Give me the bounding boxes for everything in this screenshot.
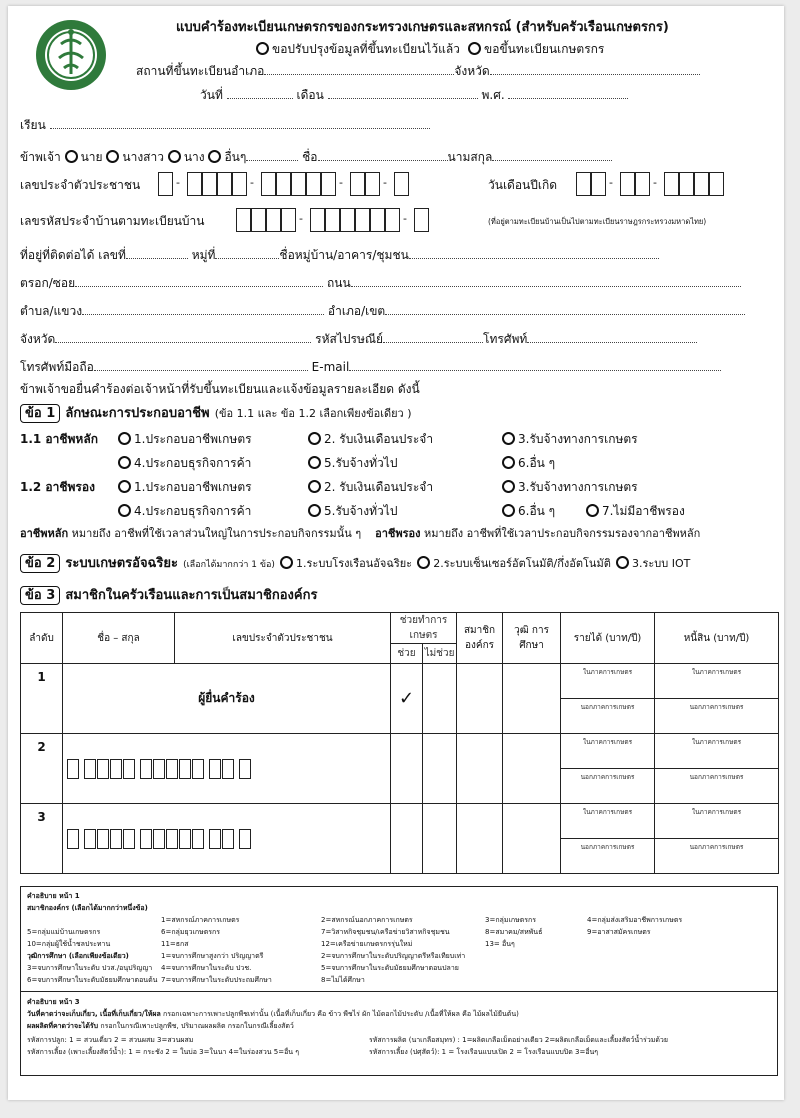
id-digit-box[interactable] xyxy=(67,759,79,779)
occupation-option[interactable] xyxy=(118,502,251,521)
col-help: ช่วยทำการเกษตร xyxy=(391,613,457,644)
mobile-field[interactable] xyxy=(94,359,308,371)
id-digit-box[interactable] xyxy=(179,759,191,779)
org-item: 3=กลุ่มเกษตรกร xyxy=(485,916,537,924)
radio-icon[interactable] xyxy=(208,150,221,163)
org-label: สมาชิกองค์กร (เลือกได้มากกว่าหนึ่งข้อ) xyxy=(27,904,148,912)
id-digit-box[interactable] xyxy=(217,172,232,196)
main-occupation-label: 1.1 อาชีพหลัก xyxy=(20,432,98,446)
help-yes-cell[interactable]: ✓ xyxy=(391,664,423,734)
id-digit-box[interactable] xyxy=(350,172,365,196)
house-digit-box[interactable] xyxy=(251,208,266,232)
occupation-option-label: 1.ประกอบอาชีพเกษตร xyxy=(134,432,252,446)
radio-icon[interactable] xyxy=(65,150,78,163)
separator: - xyxy=(383,176,387,189)
livestock-code: รหัสการเลี้ยง (ปศุสัตว์): 1 = โรงเรือนแบบเปิด 2 = โรงเรือนแบบปิด 3=อื่นๆ xyxy=(369,1048,599,1056)
legend-title-3: คำอธิบาย หน้า 3 xyxy=(27,998,80,1006)
section1-heading: ข้อ 1 ลักษณะการประกอบอาชีพ (ข้อ 1.1 และ ข้อ 1.2 เลือกเพียงข้อเดียว ) xyxy=(20,402,412,423)
to-line: เรียน xyxy=(20,116,430,135)
id-digit-box[interactable] xyxy=(222,759,234,779)
smart-option-2[interactable]: 2.ระบบเซ็นเซอร์อัตโนมัติ/กึ่งอัตโนมัติ xyxy=(417,557,611,570)
occupation-option-label: 2. รับเงินเดือนประจำ xyxy=(324,480,434,494)
house-digit-box[interactable] xyxy=(281,208,296,232)
phone-field[interactable] xyxy=(527,331,697,343)
occupation-option-label: 6.อื่น ๆ xyxy=(518,456,556,470)
id-digit-box[interactable] xyxy=(202,172,217,196)
radio-icon[interactable] xyxy=(106,150,119,163)
occupation-option[interactable] xyxy=(502,478,638,497)
id-digit-box[interactable] xyxy=(261,172,276,196)
id-digit-box[interactable] xyxy=(239,759,251,779)
occupation-option[interactable] xyxy=(586,502,685,521)
help-no-cell[interactable] xyxy=(423,804,457,874)
first-name-field[interactable] xyxy=(318,149,448,161)
date-line: วันที่ เดือน พ.ศ. xyxy=(200,86,628,105)
separator: - xyxy=(299,212,303,225)
house-digit-box[interactable] xyxy=(266,208,281,232)
member-cell[interactable] xyxy=(457,664,503,734)
org-item: 12=เครือข่ายเกษตรกรรุ่นใหม่ xyxy=(321,940,413,948)
id-digit-box[interactable] xyxy=(192,759,204,779)
occupation-option-label: 5.รับจ้างทั่วไป xyxy=(324,456,398,470)
income-cell[interactable]: ในภาคการเกษตร xyxy=(561,804,655,839)
edu-label: วุฒิการศึกษา (เลือกเพียงข้อเดียว) xyxy=(27,952,129,960)
year-field[interactable] xyxy=(508,87,628,99)
help-yes-cell[interactable] xyxy=(391,734,423,804)
legend-box xyxy=(20,886,778,1076)
radio-icon[interactable] xyxy=(308,456,321,469)
debt-cell[interactable]: นอกภาคการเกษตร xyxy=(655,839,779,874)
radio-icon[interactable] xyxy=(168,150,181,163)
id-digit-box[interactable] xyxy=(187,172,202,196)
education-cell[interactable] xyxy=(503,664,561,734)
occupation-option[interactable] xyxy=(308,478,433,497)
id-digit-box[interactable] xyxy=(192,829,204,849)
plant-code: รหัสการปลูก: 1 = สวนเดี่ยว 2 = สวนผสม 3=สวนผสม xyxy=(27,1036,194,1044)
province-line: จังหวัด รหัสไปรษณีย์ โทรศัพท์ xyxy=(20,330,697,349)
col-education: วุฒิ การศึกษา xyxy=(503,613,561,664)
mobile-line: โทรศัพท์มือถือ E-mail xyxy=(20,358,721,377)
id-digit-box[interactable] xyxy=(140,829,152,849)
separator: - xyxy=(339,176,343,189)
radio-icon[interactable] xyxy=(280,556,293,569)
edu-item: 5=จบการศึกษาในระดับมัธยมศึกษาตอนปลาย xyxy=(321,964,459,972)
occupation-option[interactable] xyxy=(308,502,397,521)
fish-code: รหัสการเลี้ยง (เพาะเลี้ยงสัตว์น้ำ): 1 = กระชัง 2 = ในบ่อ 3=ในนา 4=ในร่องสวน 5=อื่น ๆ xyxy=(27,1048,300,1056)
edu-item: 2=จบการศึกษาในระดับปริญญาตรีหรือเทียบเท่า xyxy=(321,952,466,960)
id-digit-box[interactable] xyxy=(166,829,178,849)
debt-cell[interactable]: ในภาคการเกษตร xyxy=(655,804,779,839)
month-field[interactable] xyxy=(328,87,478,99)
option-new[interactable]: ขอขึ้นทะเบียนเกษตรกร xyxy=(468,40,604,59)
radio-icon[interactable] xyxy=(118,432,131,445)
id-digit-box[interactable] xyxy=(365,172,380,196)
id-digit-box[interactable] xyxy=(209,759,221,779)
row-number: 2 xyxy=(21,734,63,804)
radio-icon[interactable] xyxy=(502,480,515,493)
form-page xyxy=(8,6,784,1100)
title-mr[interactable]: นาย xyxy=(65,150,103,164)
birth-digit-box[interactable] xyxy=(576,172,591,196)
birth-digit-box[interactable] xyxy=(635,172,650,196)
province-field[interactable] xyxy=(490,63,700,75)
occupation-option-label: 6.อื่น ๆ xyxy=(518,504,556,518)
amphoe-field[interactable] xyxy=(385,303,745,315)
edu-item: 3=จบการศึกษาในระดับ ปวส./อนุปริญญา xyxy=(27,964,153,972)
occupation-option[interactable] xyxy=(118,430,252,449)
address-line: ที่อยู่ที่ติดต่อได้ เลขที่ หมู่ที่ ชื่อหมู่บ้าน/อาคาร/ชุมชน xyxy=(20,246,659,265)
separator: - xyxy=(250,176,254,189)
salt-code: รหัสการผลิต (นาเกลือสมุทร) : 1=ผลิตเกลือเม็ดอย่างเดียว 2=ผลิตเกลือเม็ดและเลี้ยงสัตว์น้ำร่วมด้วย xyxy=(369,1036,668,1044)
radio-icon[interactable] xyxy=(586,504,599,517)
org-item: 1=สหกรณ์ภาคการเกษตร xyxy=(161,916,240,924)
col-help-yes: ช่วย xyxy=(391,644,423,664)
occupation-option[interactable] xyxy=(502,502,555,521)
col-member: สมาชิก องค์กร xyxy=(457,613,503,664)
harvest-note: วันที่คาดว่าจะเก็บเกี่ยว, เนื้อที่เก็บเกี่ยว/ให้ผล กรอกเฉพาะการเพาะปลูกพืชเท่านั้น (เนื้อที่เก็บเกี่ยว คือ ข้าว พืชไร่ ผัก ไม้ดอกไม้ประดับ /เนื้อที่ให้ผล คือ ไม้ผลไม้ยืนต้น) xyxy=(27,1010,519,1018)
id-digit-box[interactable] xyxy=(123,759,135,779)
occupation-option-label: 3.รับจ้างทางการเกษตร xyxy=(518,432,638,446)
edu-item: 4=จบการศึกษาในระดับ ปวช. xyxy=(161,964,252,972)
title-other[interactable]: อื่นๆ xyxy=(208,150,246,164)
income-cell[interactable]: ในภาคการเกษตร xyxy=(561,734,655,769)
separator: - xyxy=(403,212,407,225)
occupation-option[interactable] xyxy=(118,454,251,473)
radio-icon[interactable] xyxy=(308,504,321,517)
help-yes-cell[interactable] xyxy=(391,804,423,874)
col-income: รายได้ (บาท/ปี) xyxy=(561,613,655,664)
ministry-logo xyxy=(34,18,108,92)
household-members-table xyxy=(20,612,779,874)
id-digit-box[interactable] xyxy=(97,829,109,849)
col-id: เลขประจำตัวประชาชน xyxy=(175,613,391,664)
form-title: แบบคำร้องทะเบียนเกษตรกรของกระทรวงเกษตรและสหกรณ์ (สำหรับครัวเรือนเกษตรกร) xyxy=(176,20,669,35)
education-cell[interactable] xyxy=(503,804,561,874)
to-field[interactable] xyxy=(50,117,430,129)
member-name-id[interactable] xyxy=(63,734,391,804)
org-item: 13= อื่นๆ xyxy=(485,940,515,948)
id-digit-box[interactable] xyxy=(222,829,234,849)
radio-icon[interactable] xyxy=(417,556,430,569)
house-digit-box[interactable] xyxy=(370,208,385,232)
birth-digit-box[interactable] xyxy=(591,172,606,196)
occupation-option[interactable] xyxy=(308,430,433,449)
radio-icon[interactable] xyxy=(308,432,321,445)
id-digit-box[interactable] xyxy=(276,172,291,196)
office-line: สถานที่ขึ้นทะเบียนอำเภอ จังหวัด xyxy=(136,62,700,81)
col-help-no: ไม่ช่วย xyxy=(423,644,457,664)
table-row xyxy=(21,734,779,769)
province-address-field[interactable] xyxy=(55,331,311,343)
org-item: 11=ธกส xyxy=(161,940,189,948)
radio-icon[interactable] xyxy=(256,42,269,55)
income-cell[interactable]: นอกภาคการเกษตร xyxy=(561,699,655,734)
id-digit-box[interactable] xyxy=(158,172,173,196)
id-digit-box[interactable] xyxy=(394,172,409,196)
income-cell[interactable]: นอกภาคการเกษตร xyxy=(561,839,655,874)
org-item: 8=สมาคม/สหพันธ์ xyxy=(485,928,543,936)
section3-heading: ข้อ 3 สมาชิกในครัวเรือนและการเป็นสมาชิกองค์กร xyxy=(20,584,317,605)
house-digit-box[interactable] xyxy=(310,208,325,232)
surname-field[interactable] xyxy=(492,149,612,161)
moo-field[interactable] xyxy=(215,247,279,259)
house-digit-box[interactable] xyxy=(325,208,340,232)
id-digit-box[interactable] xyxy=(67,829,79,849)
name-line: ข้าพเจ้า นาย นางสาว นาง อื่นๆ ชื่อ นามสกุล xyxy=(20,148,612,167)
edu-item: 8=ไม่ได้ศึกษา xyxy=(321,976,365,984)
house-id-label: เลขรหัสประจำบ้านตามทะเบียนบ้าน xyxy=(20,214,205,228)
title-mrs[interactable]: นาง xyxy=(168,150,205,164)
occupation-option[interactable] xyxy=(502,430,638,449)
village-field[interactable] xyxy=(409,247,659,259)
citizen-id-label: เลขประจำตัวประชาชน xyxy=(20,178,141,192)
option-update[interactable]: ขอปรับปรุงข้อมูลที่ขึ้นทะเบียนไว้แล้ว xyxy=(256,40,460,59)
day-field[interactable] xyxy=(227,87,293,99)
separator: - xyxy=(176,176,180,189)
table-row xyxy=(21,804,779,839)
debt-cell[interactable]: นอกภาคการเกษตร xyxy=(655,699,779,734)
org-item: 5=กลุ่มแม่บ้านเกษตรกร xyxy=(27,928,101,936)
office-field[interactable] xyxy=(264,63,454,75)
id-digit-box[interactable] xyxy=(84,829,96,849)
id-digit-box[interactable] xyxy=(110,759,122,779)
col-name: ชื่อ – สกุล xyxy=(63,613,175,664)
declaration: ข้าพเจ้าขอยื่นคำร้องต่อเจ้าหน้าที่รับขึ้นทะเบียนและแจ้งข้อมูลรายละเอียด ดังนี้ xyxy=(20,382,420,396)
id-digit-box[interactable] xyxy=(97,759,109,779)
birth-digit-box[interactable] xyxy=(679,172,694,196)
occupation-option-label: 1.ประกอบอาชีพเกษตร xyxy=(134,480,252,494)
id-digit-box[interactable] xyxy=(232,172,247,196)
email-field[interactable] xyxy=(349,359,721,371)
occupation-option[interactable] xyxy=(308,454,397,473)
debt-cell[interactable]: ในภาคการเกษตร xyxy=(655,664,779,699)
org-item: 10=กลุ่มผู้ใช้น้ำชลประทาน xyxy=(27,940,111,948)
yield-note: ผลผลิตที่คาดว่าจะได้รับ กรอกในกรณีเพาะปลูกพืช, ปริมาณผลผลิต กรอกในกรณีเลี้ยงสัตว์ xyxy=(27,1022,294,1030)
smart-option-3[interactable]: 3.ระบบ IOT xyxy=(616,557,690,570)
org-item: 9=อาสาสมัครเกษตร xyxy=(587,928,651,936)
house-digit-box[interactable] xyxy=(414,208,429,232)
house-digit-box[interactable] xyxy=(355,208,370,232)
table-row xyxy=(21,664,779,699)
house-digit-box[interactable] xyxy=(340,208,355,232)
debt-cell[interactable]: นอกภาคการเกษตร xyxy=(655,769,779,804)
occupation-option-label: 2. รับเงินเดือนประจำ xyxy=(324,432,434,446)
id-digit-box[interactable] xyxy=(306,172,321,196)
birth-digit-box[interactable] xyxy=(694,172,709,196)
id-digit-box[interactable] xyxy=(110,829,122,849)
edu-item: 6=จบการศึกษาในระดับมัธยมศึกษาตอนต้น xyxy=(27,976,158,984)
occupation-option-label: 3.รับจ้างทางการเกษตร xyxy=(518,480,638,494)
tambon-field[interactable] xyxy=(82,303,324,315)
occupation-option[interactable] xyxy=(118,478,252,497)
separator: - xyxy=(609,176,613,189)
occupation-option[interactable] xyxy=(502,454,555,473)
col-no: ลำดับ xyxy=(21,613,63,664)
postcode-field[interactable] xyxy=(383,331,483,343)
birth-digit-box[interactable] xyxy=(709,172,724,196)
occupation-option-label: 4.ประกอบธุรกิจการค้า xyxy=(134,504,252,518)
radio-icon[interactable] xyxy=(308,480,321,493)
occupation-option-label: 7.ไม่มีอาชีพรอง xyxy=(602,504,685,518)
occupation-definitions: อาชีพหลัก หมายถึง อาชีพที่ใช้เวลาส่วนใหญ่ในการประกอบกิจกรรมนั้น ๆ อาชีพรอง หมายถึง อาชีพที่ใช้เวลาประกอบกิจกรรมรองจากอาชีพหลัก xyxy=(20,527,701,540)
row-number: 3 xyxy=(21,804,63,874)
org-item: 2=สหกรณ์นอกภาคการเกษตร xyxy=(321,916,413,924)
member-cell[interactable] xyxy=(457,734,503,804)
member-cell[interactable] xyxy=(457,804,503,874)
occupation-option-label: 4.ประกอบธุรกิจการค้า xyxy=(134,456,252,470)
income-cell[interactable]: นอกภาคการเกษตร xyxy=(561,769,655,804)
row-number: 1 xyxy=(21,664,63,734)
id-digit-box[interactable] xyxy=(321,172,336,196)
id-digit-box[interactable] xyxy=(209,829,221,849)
house-note: (ที่อยู่ตามทะเบียนบ้านเป็นไปตามทะเบียนราษฎรกระทรวงมหาดไทย) xyxy=(488,217,707,226)
house-no-field[interactable] xyxy=(126,247,188,259)
id-digit-box[interactable] xyxy=(291,172,306,196)
id-digit-box[interactable] xyxy=(84,759,96,779)
secondary-occupation-label: 1.2 อาชีพรอง xyxy=(20,480,95,494)
help-no-cell[interactable] xyxy=(423,734,457,804)
id-digit-box[interactable] xyxy=(153,829,165,849)
road-field[interactable] xyxy=(351,275,741,287)
org-item: 4=กลุ่มส่งเสริมอาชีพการเกษตร xyxy=(587,916,683,924)
debt-cell[interactable]: ในภาคการเกษตร xyxy=(655,734,779,769)
radio-icon[interactable] xyxy=(118,504,131,517)
radio-icon[interactable] xyxy=(616,556,629,569)
help-no-cell[interactable] xyxy=(423,664,457,734)
house-digit-box[interactable] xyxy=(385,208,400,232)
soi-field[interactable] xyxy=(75,275,323,287)
id-digit-box[interactable] xyxy=(239,829,251,849)
birth-digit-box[interactable] xyxy=(620,172,635,196)
edu-item: 7=จบการศึกษาในระดับประถมศึกษา xyxy=(161,976,272,984)
applicant-name: ผู้ยื่นคำร้อง xyxy=(63,664,391,734)
radio-icon[interactable] xyxy=(502,432,515,445)
occupation-option-label: 5.รับจ้างทั่วไป xyxy=(324,504,398,518)
edu-item: 1=จบการศึกษาสูงกว่า ปริญญาตรี xyxy=(161,952,264,960)
id-digit-box[interactable] xyxy=(166,759,178,779)
education-cell[interactable] xyxy=(503,734,561,804)
soi-line: ตรอก/ซอย ถนน xyxy=(20,274,741,293)
member-name-id[interactable] xyxy=(63,804,391,874)
legend-title-1: คำอธิบาย หน้า 1 xyxy=(27,892,80,900)
radio-icon[interactable] xyxy=(502,504,515,517)
org-item: 6=กลุ่มยุวเกษตรกร xyxy=(161,928,221,936)
separator: - xyxy=(653,176,657,189)
org-item: 7=วิสาหกิจชุมชน/เครือข่ายวิสาหกิจชุมชน xyxy=(321,928,450,936)
birth-label: วันเดือนปีเกิด xyxy=(488,178,558,192)
section2-heading: ข้อ 2 ระบบเกษตรอัจฉริยะ (เลือกได้มากกว่า 1 ข้อ) 1.ระบบโรงเรือนอัจฉริยะ 2.ระบบเซ็นเซอร์อัตโนมัติ/กึ่งอัตโนมัติ 3.ระบบ IOT xyxy=(20,552,690,573)
id-digit-box[interactable] xyxy=(153,759,165,779)
tambon-line: ตำบล/แขวง อำเภอ/เขต xyxy=(20,302,745,321)
radio-icon[interactable] xyxy=(118,480,131,493)
radio-icon[interactable] xyxy=(118,456,131,469)
id-digit-box[interactable] xyxy=(123,829,135,849)
col-debt: หนี้สิน (บาท/ปี) xyxy=(655,613,779,664)
house-digit-box[interactable] xyxy=(236,208,251,232)
title-miss[interactable]: นางสาว xyxy=(106,150,164,164)
radio-icon[interactable] xyxy=(468,42,481,55)
birth-digit-box[interactable] xyxy=(664,172,679,196)
radio-icon[interactable] xyxy=(502,456,515,469)
income-cell[interactable]: ในภาคการเกษตร xyxy=(561,664,655,699)
smart-option-1[interactable]: 1.ระบบโรงเรือนอัจฉริยะ xyxy=(280,557,412,570)
id-digit-box[interactable] xyxy=(140,759,152,779)
id-digit-box[interactable] xyxy=(179,829,191,849)
